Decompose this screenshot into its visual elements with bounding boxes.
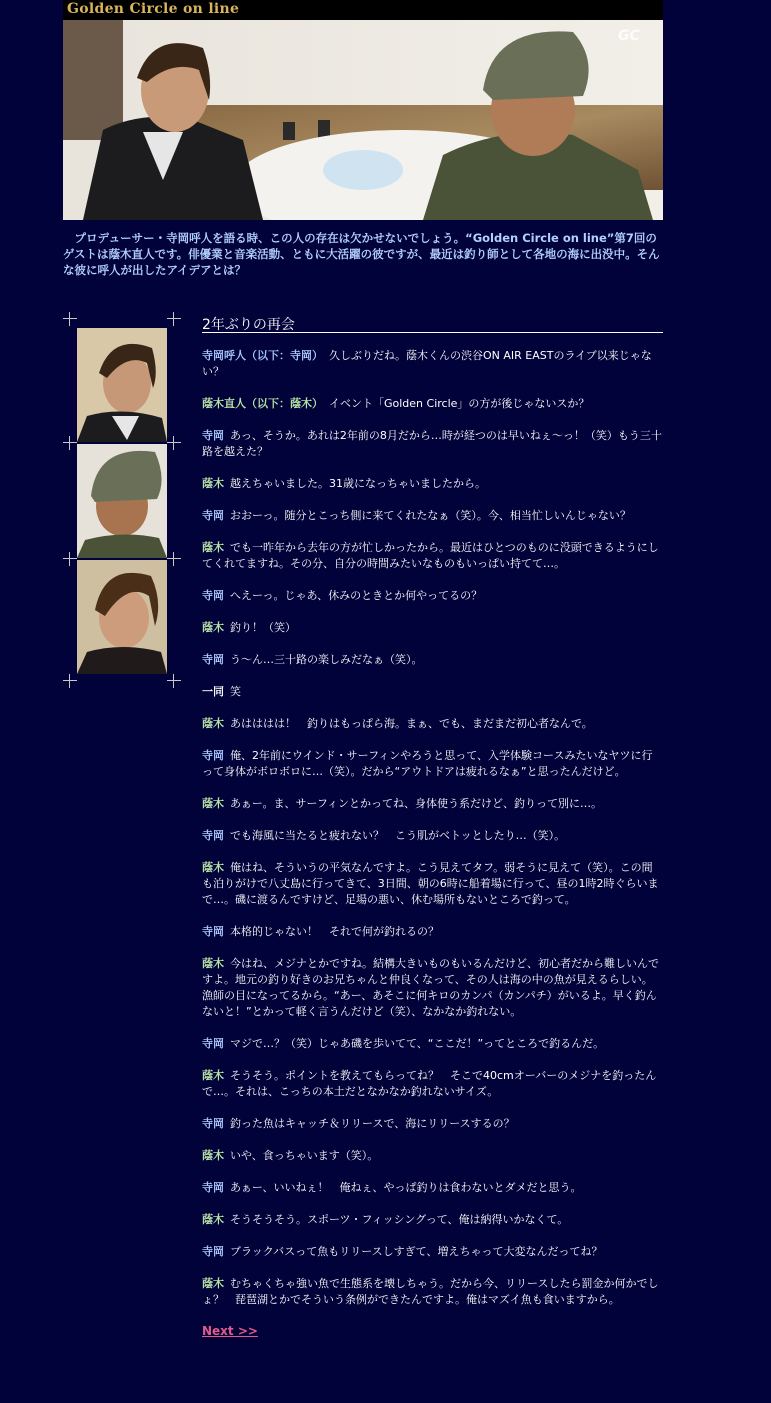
host-photo <box>77 444 167 558</box>
dialogue-text: そうそう。ポイントを教えてもらってね？ そこで40cmオーバーのメジナを釣ったんで…。それは、こっちの本土だとなかなか釣れないサイズ。 <box>202 1069 657 1098</box>
dialogue-line <box>202 1116 663 1132</box>
dialogue-line <box>202 1180 663 1196</box>
dialogue-text: 俺、2年前にウインド・サーフィンやろうと思って、入学体験コースみたいなヤツに行って身体がボロボロに…（笑）。だから“アウトドアは疲れるなぁ”と思ったんだけど。 <box>202 749 653 778</box>
dialogue-line <box>202 956 663 1020</box>
intro-text: プロデューサー・寺岡呼人を語る時、この人の存在は欠かせないでしょう。“Golden Circle on line”第7回のゲストは蔭木直人です。俳優業と音楽活動、ともに大活躍の彼ですが、最近は釣り師として各地の海に出没中。そんな彼に呼人が出したアイデアとは？ <box>63 231 660 277</box>
frame-corner-icon <box>167 436 181 450</box>
dialogue-line <box>202 508 663 524</box>
dialogue-text: ブラックバスって魚もリリースしすぎて、増えちゃって大変なんだってね？ <box>230 1245 603 1258</box>
dialogue-line <box>202 588 663 604</box>
frame-corner-icon <box>167 674 181 688</box>
dialogue-text: でも一昨年から去年の方が忙しかったから。最近はひとつのものに没頭できるようにしてくれてますね。その分、自分の時間みたいなものもいっぱい持てて…。 <box>202 541 659 570</box>
dialogue-list <box>202 348 663 1324</box>
section-title: 2年ぶりの再会 <box>202 314 663 333</box>
speaker-name: 寺岡 <box>202 829 224 842</box>
speaker-name: 寺岡 <box>202 1245 224 1258</box>
dialogue-text: 笑 <box>230 685 241 698</box>
speaker-name: 蔭木 <box>202 477 224 490</box>
speaker-name: 寺岡呼人（以下：寺岡） <box>202 349 323 362</box>
dialogue-text: う～ん…三十路の楽しみだなぁ（笑）。 <box>230 653 423 666</box>
speaker-name: 寺岡 <box>202 429 224 442</box>
dialogue-line <box>202 1244 663 1260</box>
dialogue-line <box>202 1212 663 1228</box>
speaker-name: 蔭木 <box>202 797 224 810</box>
dialogue-line <box>202 716 663 732</box>
dialogue-line <box>202 396 663 412</box>
speaker-name: 寺岡 <box>202 1037 224 1050</box>
dialogue-text: へえーっ。じゃあ、休みのときとか何やってるの？ <box>230 589 483 602</box>
dialogue-text: あっ、そうか。あれは2年前の8月だから…時が経つのは早いねぇ～っ！（笑）もう三十路を越えた？ <box>202 429 662 458</box>
dialogue-text: あぁー、いいねぇ！ 俺ねぇ、やっぱ釣りは食わないとダメだと思う。 <box>230 1181 582 1194</box>
speaker-name: 寺岡 <box>202 925 224 938</box>
dialogue-text: 釣った魚はキャッチ＆リリースで、海にリリースするの？ <box>230 1117 515 1130</box>
dialogue-line <box>202 1276 663 1308</box>
speaker-name: 寺岡 <box>202 749 224 762</box>
dialogue-line <box>202 860 663 908</box>
speaker-name: 蔭木 <box>202 717 224 730</box>
dialogue-text: あはははは！ 釣りはもっぱら海。まぁ、でも、まだまだ初心者なんで。 <box>230 717 593 730</box>
guest-photo-1 <box>77 328 167 442</box>
frame-corner-icon <box>63 674 77 688</box>
site-banner <box>63 0 663 20</box>
dialogue-line <box>202 540 663 572</box>
frame-corner-icon <box>63 552 77 566</box>
dialogue-line <box>202 348 663 380</box>
dialogue-line <box>202 796 663 812</box>
dialogue-line <box>202 476 663 492</box>
frame-corner-icon <box>167 552 181 566</box>
dialogue-text: イベント「Golden Circle」の方が後じゃないスか？ <box>329 397 590 410</box>
dialogue-text: そうそうそう。スポーツ・フィッシングって、俺は納得いかなくて。 <box>230 1213 569 1226</box>
dialogue-line <box>202 620 663 636</box>
speaker-name: 一同 <box>202 685 224 698</box>
site-logo: Golden Circle on line <box>67 1 240 17</box>
speaker-name: 蔭木 <box>202 1069 224 1082</box>
speaker-name: 寺岡 <box>202 653 224 666</box>
dialogue-line <box>202 1036 663 1052</box>
dialogue-text: でも海風に当たると疲れない？ こう肌がベトッとしたり…（笑）。 <box>230 829 566 842</box>
frame-corner-icon <box>63 436 77 450</box>
dialogue-text: 久しぶりだね。蔭木くんの渋谷ON AIR EASTのライブ以来じゃない？ <box>202 349 652 378</box>
dialogue-line <box>202 924 663 940</box>
dialogue-line <box>202 828 663 844</box>
photo-column <box>63 312 181 692</box>
next-page-link[interactable]: Next >> <box>202 1324 258 1338</box>
speaker-name: 寺岡 <box>202 509 224 522</box>
hero-logo-mark: GC <box>618 28 640 44</box>
dialogue-line <box>202 1068 663 1100</box>
dialogue-line <box>202 1148 663 1164</box>
dialogue-line <box>202 652 663 668</box>
speaker-name: 寺岡 <box>202 1181 224 1194</box>
dialogue-text: いや、食っちゃいます（笑）。 <box>230 1149 379 1162</box>
dialogue-line <box>202 684 663 700</box>
speaker-name: 蔭木直人（以下：蔭木） <box>202 397 323 410</box>
dialogue-text: 本格的じゃない！ それで何が釣れるの？ <box>230 925 439 938</box>
dialogue-text: むちゃくちゃ強い魚で生態系を壊しちゃう。だから今、リリースしたら罰金か何かでしょ？ 琵琶湖とかでそういう条例ができたんですよ。俺はマズイ魚も食いますから。 <box>202 1277 659 1306</box>
speaker-name: 蔭木 <box>202 541 224 554</box>
speaker-name: 蔭木 <box>202 957 224 970</box>
speaker-name: 蔭木 <box>202 621 224 634</box>
dialogue-line <box>202 748 663 780</box>
speaker-name: 蔭木 <box>202 1149 224 1162</box>
speaker-name: 蔭木 <box>202 1213 224 1226</box>
dialogue-text: 今はね、メジナとかですね。結構大きいものもいるんだけど、初心者だから難しいんですよ。地元の釣り好きのお兄ちゃんと仲良くなって、その人は海の中の魚が見えるらしい。漁師の目になってるから。“あー、あそこに何キロのカンパ（カンパチ）がいるよ。早く釣んないと！”とかって軽く言うんだけど（笑）、なかなか釣れない。 <box>202 957 659 1018</box>
dialogue-text: あぁー。ま、サーフィンとかってね、身体使う系だけど、釣りって別に…。 <box>230 797 603 810</box>
dialogue-text: マジで…？（笑）じゃあ磯を歩いてて、“ここだ！”ってところで釣るんだ。 <box>230 1037 605 1050</box>
dialogue-text: 俺はね、そういうの平気なんですよ。こう見えてタフ。弱そうに見えて（笑）。この間も泊りがけで八丈島に行ってきて、3日間、朝の6時に船着場に行って、昼の1時2時ぐらいまで…。磯に渡るんですけど、足場の悪い、休む場所もないところで釣って。 <box>202 861 659 906</box>
speaker-name: 蔭木 <box>202 861 224 874</box>
frame-corner-icon <box>167 312 181 326</box>
hero-photo <box>63 20 663 220</box>
dialogue-text: おおーっ。随分とこっち側に来てくれたなぁ（笑）。今、相当忙しいんじゃない？ <box>230 509 631 522</box>
dialogue-text: 越えちゃいました。31歳になっちゃいましたから。 <box>230 477 486 490</box>
speaker-name: 寺岡 <box>202 589 224 602</box>
guest-photo-2 <box>77 560 167 674</box>
speaker-name: 蔭木 <box>202 1277 224 1290</box>
speaker-name: 寺岡 <box>202 1117 224 1130</box>
frame-corner-icon <box>63 312 77 326</box>
dialogue-line <box>202 428 663 460</box>
dialogue-text: 釣り！（笑） <box>230 621 296 634</box>
